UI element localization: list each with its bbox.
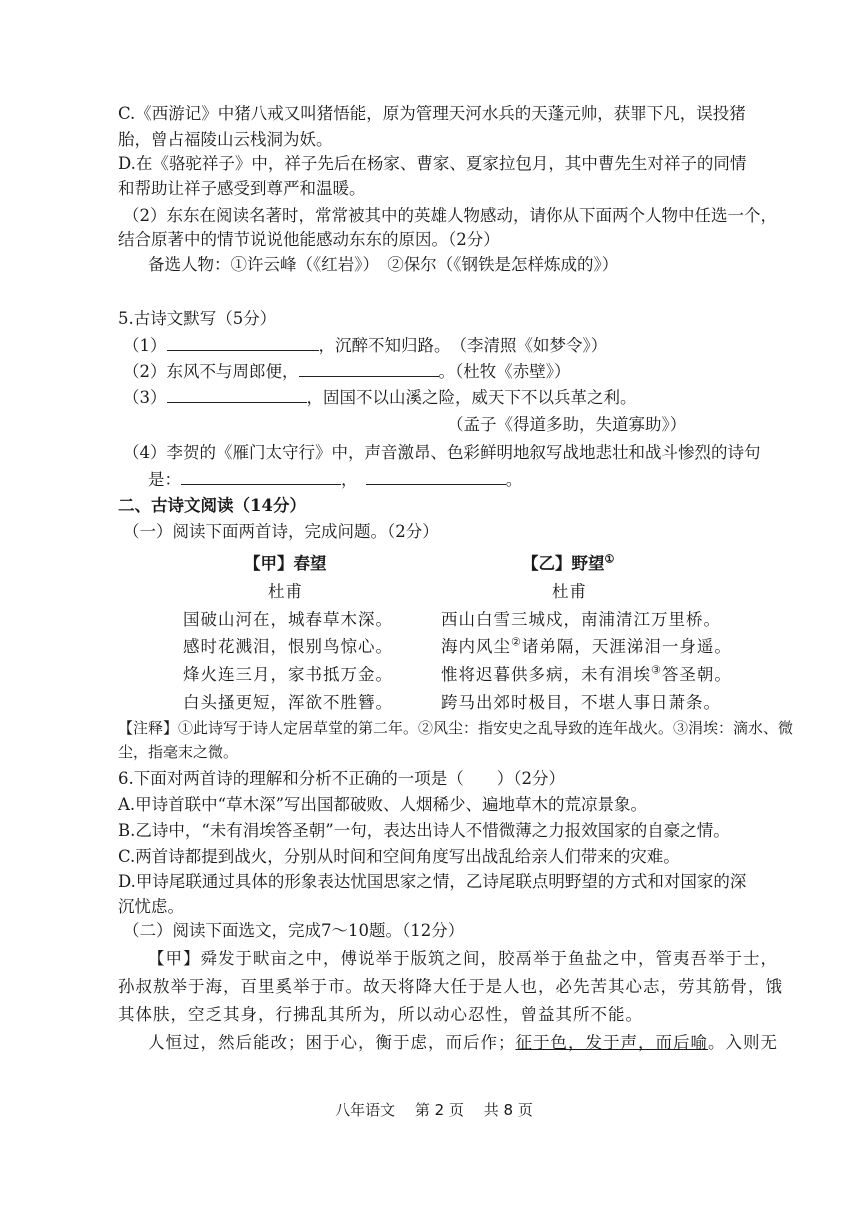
passage-a-line3: 其体肤，空乏其身，行拂乱其所为，所以动心忍性，曾益其所不能。 [118,1005,643,1024]
poem-b-title-text: 【乙】野望 [522,554,605,573]
q4-2-candidates: 备选人物：①许云峰（《红岩》） ②保尔（《钢铁是怎样炼成的》） [148,255,619,274]
poem-b-line [441,661,732,685]
q5-line1 [123,334,607,357]
footer-page-number: 第 2 页 [414,1101,464,1119]
q6-option-a[interactable]: A.甲诗首联中“草木深”写出国都破败、人烟稀少、遍地草木的荒凉景象。 [118,795,648,814]
passage-a-line2: 孙叔敖举于海，百里奚举于市。故天将降大任于是人也，必先苦其心志，劳其筋骨，饿 [118,977,783,996]
q4-option-c-line2: 胎，曾占福陵山云栈洞为妖。 [118,130,333,149]
q5-l4-suffix: 。 [505,470,523,489]
q6-option-d-line1[interactable]: D.甲诗尾联通过具体的形象表达忧国思家之情，乙诗尾联点明野望的方式和对国家的深 [118,872,747,891]
q5-l4-comma: ， [341,470,350,489]
q4-2-line2: 结合原著中的情节说说他能感动东东的原因。（2分） [118,230,500,249]
q5-l3-suffix: ，固国不以山溪之险，威天下不以兵革之利。 [306,388,637,407]
poem-a-author: 杜甫 [268,582,303,601]
q4-option-d-line2: 和帮助让祥子感受到尊严和温暖。 [118,179,366,198]
q4-option-d-line1: D.在《骆驼祥子》中，祥子先后在杨家、曹家、夏家拉包月，其中曹先生对祥子的同情 [118,154,747,173]
q6-option-d-line2: 沉忧虑。 [118,897,184,916]
q5-l1-prefix: （1） [123,336,167,355]
poem-b-note-mark: ③ [651,663,662,677]
poem-b-title-note-mark: ① [604,552,615,566]
poem-b-title [522,550,614,574]
q5-l4-blank2[interactable] [366,468,506,485]
section2-sub2: （二）阅读下面选文，完成7～10题。（12分） [123,921,465,940]
passage-a-underlined-phrase: 征于色，发于声，而后喻 [515,1033,708,1052]
q6-option-b[interactable]: B.乙诗中，“未有涓埃答圣朝”一句，表达出诗人不惜微薄之力报效国家的自豪之情。 [118,821,730,840]
q5-line3 [123,386,637,409]
q6-option-c[interactable]: C.两首诗都提到战火，分别从时间和空间角度写出战乱给亲人们带来的灾难。 [118,847,680,866]
poem-a-line: 烽火连三月，家书抵万金。 [183,665,393,684]
page-footer [0,1099,868,1120]
q5-l3-blank[interactable] [167,386,307,403]
q4-2-line1: （2）东东在阅读名著时，常常被其中的英雄人物感动，请你从下面两个人物中任选一个， [123,206,777,225]
q5-l2-prefix: （2）东风不与周郎便， [123,362,299,381]
q5-l4-prefix: 是： [148,470,181,489]
poem-b-line2-b: 诸弟隔，天涯涕泪一身遥。 [521,637,732,656]
poem-b-line3-b: 答圣朝。 [661,665,732,684]
poem-b-note-mark: ② [511,635,522,649]
q5-l2-suffix: 。（杜牧《赤壁》） [438,362,571,381]
poem-b-line: 跨马出郊时极目，不堪人事日萧条。 [441,693,721,712]
q5-l1-suffix: ，沉醉不知归路。 （李清照《如梦令》） [318,336,608,355]
passage-a-line4-a: 人恒过，然后能改；困于心，衡于虑，而后作； [148,1033,516,1052]
passage-a-line4 [148,1032,778,1054]
poem-b-line2-a: 海内风尘 [441,637,511,656]
q5-line2 [123,360,571,383]
q5-l3-prefix: （3） [123,388,167,407]
poem-a-title: 【甲】春望 [244,554,327,573]
q5-line4-answer [148,468,522,491]
footer-subject: 八年语文 [335,1101,396,1119]
poem-a-line: 白头搔更短，浑欲不胜簪。 [183,693,393,712]
passage-a-line1: 【甲】舜发于畎亩之中，傅说举于版筑之间，胶鬲举于鱼盐之中，管夷吾举于士， [148,949,778,968]
q5-line3-source: （孟子《得道多助，失道寡助》） [447,415,687,434]
poem-notes-line2: 尘，指毫末之微。 [118,743,239,761]
footer-total-pages: 共 8 页 [483,1101,533,1119]
poem-notes-line1: 【注释】①此诗写于诗人定居草堂的第二年。②风尘：指安史之乱导致的连年战火。③涓埃：滴水、微 [118,719,794,737]
poem-a-line: 感时花溅泪，恨别鸟惊心。 [183,637,393,656]
poem-b-line: 西山白雪三城戍，南浦清江万里桥。 [441,610,721,629]
q5-l4-blank1[interactable] [181,468,341,485]
passage-a-line4-b: 。入则无 [708,1033,778,1052]
poem-a-line: 国破山河在，城春草木深。 [183,610,393,629]
q5-l1-blank[interactable] [167,334,319,351]
q5-line4: （4）李贺的《雁门太守行》中，声音激昂、色彩鲜明地叙写战地悲壮和战斗惨烈的诗句 [123,443,761,462]
q6-stem: 6.下面对两首诗的理解和分析不正确的一项是（ ）（2分） [118,769,565,788]
q5-title: 5.古诗文默写（5分） [118,309,277,328]
section2-title: 二、古诗文阅读（14分） [118,496,306,515]
section2-sub1: （一）阅读下面两首诗，完成问题。（2分） [123,522,439,541]
poem-b-author: 杜甫 [552,582,587,601]
poem-b-line3-a: 惟将迟暮供多病，未有涓埃 [441,665,651,684]
q4-option-c-line1: C.《西游记》中猪八戒又叫猪悟能，原为管理天河水兵的天蓬元帅，获罪下凡，误投猪 [118,104,746,123]
q5-l2-blank[interactable] [299,360,439,377]
poem-b-line [441,633,732,657]
